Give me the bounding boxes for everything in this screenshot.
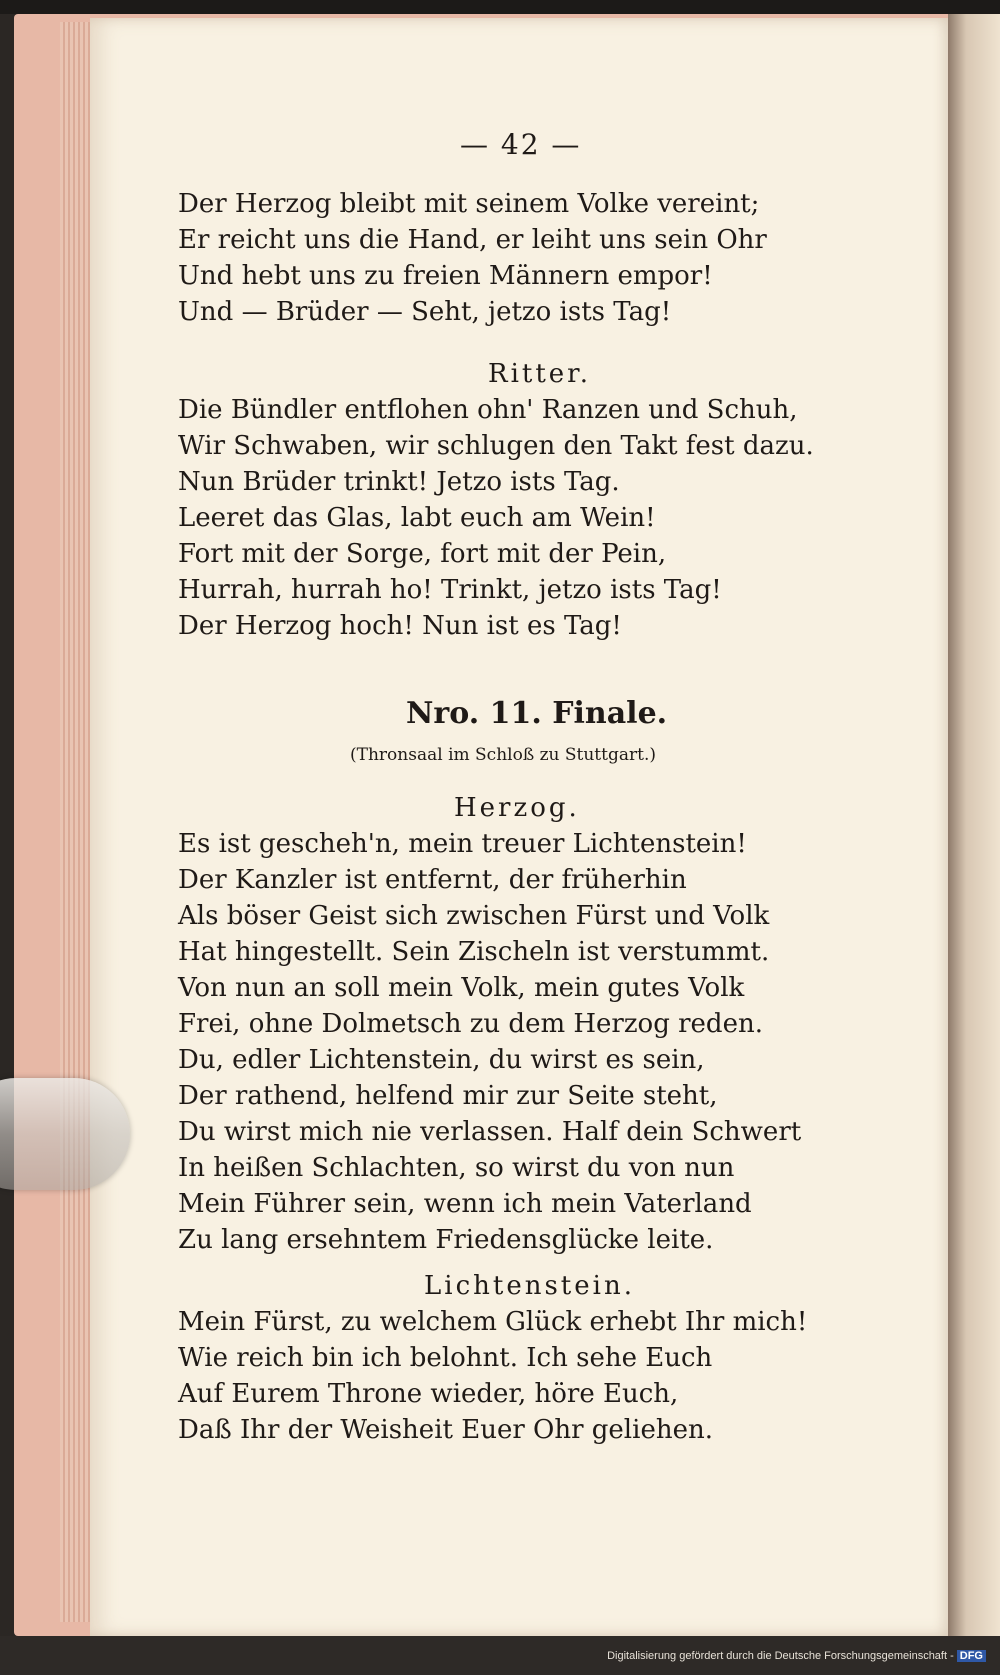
verse-block-3 bbox=[178, 826, 801, 1258]
verse-line: Auf Eurem Throne wieder, höre Euch, bbox=[178, 1379, 679, 1409]
verse-block-4 bbox=[178, 1304, 807, 1448]
dfg-logo: DFG bbox=[957, 1650, 986, 1662]
verse-line: Von nun an soll mein Volk, mein gutes Volk bbox=[178, 973, 745, 1003]
funding-credit-text: Digitalisierung gefördert durch die Deutsche Forschungsgemeinschaft - bbox=[607, 1650, 954, 1662]
funding-credit bbox=[607, 1650, 986, 1662]
verse-line: Nun Brüder trinkt! Jetzo ists Tag. bbox=[178, 467, 620, 497]
verse-block-1 bbox=[178, 186, 767, 330]
stage-direction: (Thronsaal im Schloß zu Stuttgart.) bbox=[350, 745, 656, 765]
verse-line: Daß Ihr der Weisheit Euer Ohr geliehen. bbox=[178, 1415, 713, 1445]
verse-line: Und hebt uns zu freien Männern empor! bbox=[178, 261, 713, 291]
page-edge-lines bbox=[60, 22, 90, 1622]
verse-line: In heißen Schlachten, so wirst du von nun bbox=[178, 1153, 735, 1183]
verse-line: Hurrah, hurrah ho! Trinkt, jetzo ists Tag! bbox=[178, 575, 722, 605]
speaker-lichtenstein: Lichtenstein. bbox=[424, 1271, 635, 1301]
verse-line: Es ist gescheh'n, mein treuer Lichtenstein! bbox=[178, 829, 747, 859]
book-gutter bbox=[948, 14, 1000, 1636]
verse-line: Mein Fürst, zu welchem Glück erhebt Ihr mich! bbox=[178, 1307, 808, 1337]
top-border bbox=[0, 0, 1000, 14]
verse-line: Wie reich bin ich belohnt. Ich sehe Euch bbox=[178, 1343, 713, 1373]
page-clip bbox=[0, 1078, 130, 1190]
verse-line: Leeret das Glas, labt euch am Wein! bbox=[178, 503, 656, 533]
verse-line: Du, edler Lichtenstein, du wirst es sein, bbox=[178, 1045, 705, 1075]
verse-line: Der Kanzler ist entfernt, der früherhin bbox=[178, 865, 687, 895]
verse-line: Und — Brüder — Seht, jetzo ists Tag! bbox=[178, 297, 672, 327]
verse-line: Mein Führer sein, wenn ich mein Vaterland bbox=[178, 1189, 752, 1219]
verse-line: Der Herzog hoch! Nun ist es Tag! bbox=[178, 611, 622, 641]
speaker-ritter: Ritter. bbox=[488, 359, 592, 389]
verse-line: Er reicht uns die Hand, er leiht uns sein Ohr bbox=[178, 225, 767, 255]
verse-line: Der rathend, helfend mir zur Seite steht, bbox=[178, 1081, 718, 1111]
verse-line: Wir Schwaben, wir schlugen den Takt fest dazu. bbox=[178, 431, 814, 461]
verse-line: Zu lang ersehntem Friedensglücke leite. bbox=[178, 1225, 714, 1255]
verse-line: Hat hingestellt. Sein Zischeln ist verstummt. bbox=[178, 937, 770, 967]
verse-line: Fort mit der Sorge, fort mit der Pein, bbox=[178, 539, 667, 569]
verse-block-2 bbox=[178, 392, 814, 644]
page-number: — 42 — bbox=[460, 128, 582, 161]
verse-line: Der Herzog bleibt mit seinem Volke vereint; bbox=[178, 189, 760, 219]
verse-line: Als böser Geist sich zwischen Fürst und Volk bbox=[178, 901, 770, 931]
verse-line: Du wirst mich nie verlassen. Half dein Schwert bbox=[178, 1117, 802, 1147]
speaker-herzog: Herzog. bbox=[454, 793, 580, 823]
number-heading: Nro. 11. Finale. bbox=[406, 696, 668, 731]
verse-line: Die Bündler entflohen ohn' Ranzen und Schuh, bbox=[178, 395, 798, 425]
verse-line: Frei, ohne Dolmetsch zu dem Herzog reden. bbox=[178, 1009, 763, 1039]
